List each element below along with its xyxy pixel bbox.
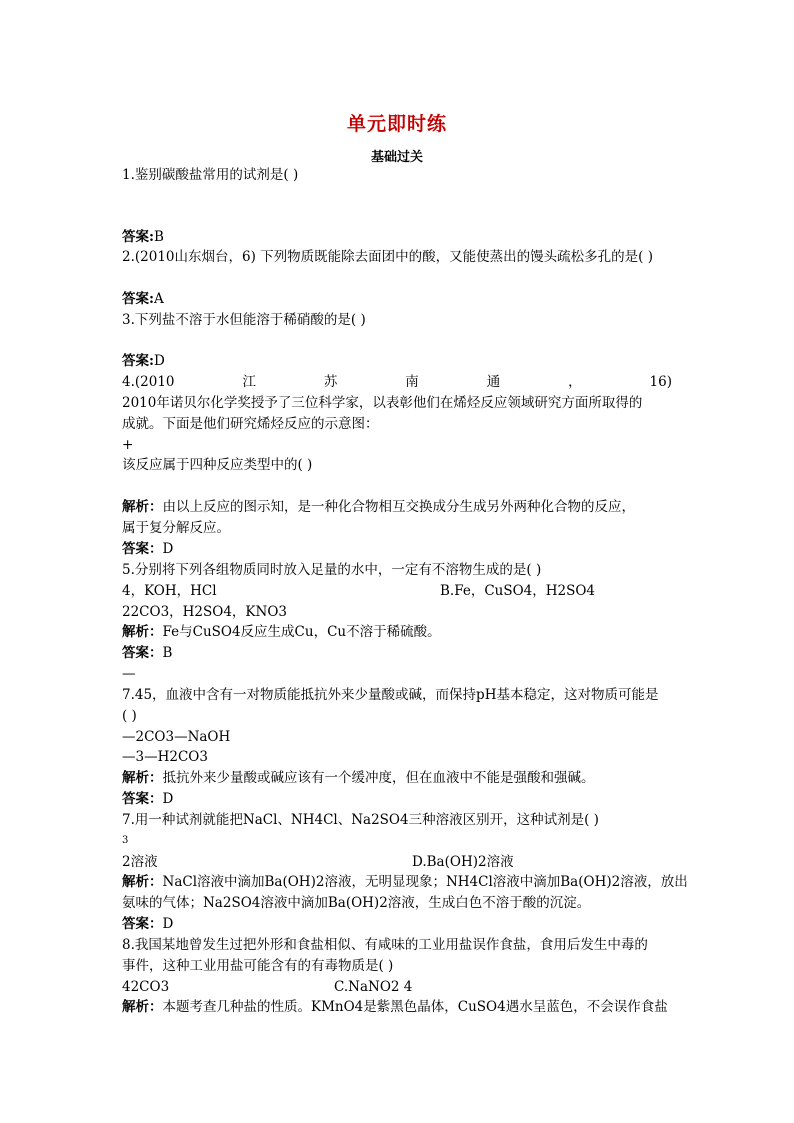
option-a: 42CO3 [122,979,170,995]
header-part: 4.(2010 [122,374,175,390]
answer-4 [122,539,173,559]
option-line: —3—H2CO3 [122,749,208,765]
answer-1 [122,227,164,247]
question-4-header [122,372,672,392]
page-title: 单元即时练 [346,113,447,135]
question-5: 5.分别将下列各组物质同时放入足量的水中，一定有不溶物生成的是( ) [122,562,542,578]
answer-value: A [153,291,164,307]
answer-label: 答案： [122,645,163,661]
analysis-label: 解析： [122,499,163,515]
analysis-label: 解析： [122,624,163,640]
analysis-7b-line2: 氨味的气体；Na2SO4溶液中滴加Ba(OH)2溶液，生成白色不溶于酸的沉淀。 [122,895,591,911]
answer-7b [122,914,173,934]
option-c: 22CO3，H2SO4，KNO3 [122,604,287,620]
analysis-label: 解析： [122,999,163,1015]
answer-value: D [162,541,174,557]
option-d: D.Ba(OH)2溶液 [412,854,514,870]
answer-value: D [162,791,174,807]
analysis-7a [122,768,595,788]
analysis-text: 本题考查几种盐的性质。KMnO4是紫黑色晶体，CuSO4遇水呈蓝色，不会误作食盐 [162,999,668,1015]
question-3: 3.下列盐不溶于水但能溶于稀硝酸的是( ) [122,312,366,328]
option-a: 4，KOH，HCl [122,583,217,599]
question-4-line: 该反应属于四种反应类型中的( ) [122,457,313,473]
option-b: B.Fe，CuSO4，H2SO4 [440,583,596,599]
reaction-plus: + [122,437,134,453]
section-subtitle: 基础过关 [370,150,423,165]
question-1: 1.鉴别碳酸盐常用的试剂是( ) [122,167,299,183]
header-part: ， [568,374,582,390]
answer-7a [122,789,173,809]
answer-label: 答案： [122,916,163,932]
answer-value: B [153,229,164,245]
answer-label: 答案: [122,291,154,307]
dash-line: — [122,666,136,682]
question-4-line: 2010年诺贝尔化学奖授予了三位科学家，以表彰他们在烯烃反应领域研究方面所取得的 [122,395,643,411]
options-5-row1 [122,581,672,601]
option-c: 2溶液 [122,854,158,870]
answer-value: D [153,353,165,369]
options-8 [122,977,672,997]
header-part: 南 [405,374,419,390]
analysis-7b [122,872,688,892]
header-part: 通 [486,374,501,390]
answer-5 [122,643,172,663]
analysis-text: 由以上反应的图示知，是一种化合物相互交换成分生成另外两种化合物的反应， [162,499,635,515]
answer-label: 答案: [122,353,154,369]
analysis-5 [122,622,441,642]
answer-2 [122,289,164,309]
answer-label: 答案： [122,791,163,807]
options-7b [122,852,672,872]
analysis-text: Fe与CuSO4反应生成Cu，Cu不溶于稀硫酸。 [162,624,441,640]
question-8: 8.我国某地曾发生过把外形和食盐相似、有咸味的工业用盐误作食盐，食用后发生中毒的 [122,937,648,953]
answer-label: 答案: [122,229,154,245]
analysis-4-line2: 属于复分解反应。 [122,520,230,536]
option-fragment: 3 [122,835,129,846]
analysis-label: 解析： [122,874,163,890]
question-4-line: 成就。下面是他们研究烯烃反应的示意图： [122,416,379,432]
header-part: 江 [242,374,256,390]
answer-value: D [162,916,174,932]
analysis-text: NaCl溶液中滴加Ba(OH)2溶液，无明显现象；NH4Cl溶液中滴加Ba(OH)2溶液，放出 [162,874,688,890]
analysis-4 [122,497,635,517]
answer-value: B [162,645,173,661]
analysis-text: 抵抗外来少量酸或碱应该有一个缓冲度，但在血液中不能是强酸和强碱。 [162,770,595,786]
answer-3 [122,351,165,371]
question-2: 2.(2010山东烟台，6) 下列物质既能除去面团中的酸，又能使蒸出的馒头疏松多孔的是( ) [122,249,653,265]
question-8-line2: 事件，这种工业用盐可能含有的有毒物质是( ) [122,958,394,974]
option-c: C.NaNO2 4 [334,979,413,995]
analysis-8 [122,997,668,1017]
option-line: —2CO3—NaOH [122,729,231,745]
analysis-label: 解析： [122,770,163,786]
header-part: 苏 [323,374,338,390]
question-7b: 7.用一种试剂就能把NaCl、NH4Cl、Na2SO4三种溶液区别开，这种试剂是( ) [122,812,599,828]
answer-label: 答案： [122,541,163,557]
question-7a-line2: ( ) [122,708,137,724]
header-part: 16) [649,374,672,390]
question-7a: 7.45，血液中含有一对物质能抵抗外来少量酸或碱，而保持pH基本稳定，这对物质可能是 [122,687,659,703]
